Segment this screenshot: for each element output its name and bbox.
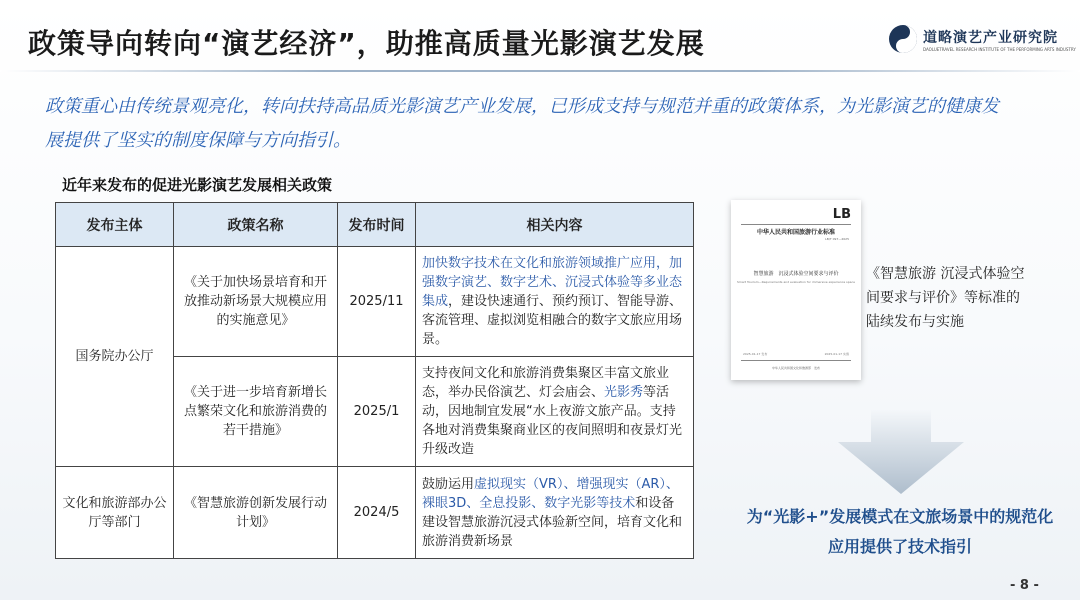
- header-policy-name: 政策名称: [174, 203, 338, 247]
- header-issuer: 发布主体: [56, 203, 174, 247]
- logo-yin-yang-icon: [888, 24, 918, 54]
- issuer-cell: 文化和旅游部办公厅等部门: [56, 467, 174, 559]
- date-cell: 2024/5: [338, 467, 416, 559]
- policy-name-cell: 《智慧旅游创新发展行动计划》: [174, 467, 338, 559]
- table-row: [56, 467, 694, 559]
- conclusion-text: 为“光影+”发展模式在文旅场景中的规范化应用提供了技术指引: [746, 507, 1054, 556]
- issuer-cell: 国务院办公厅: [56, 247, 174, 467]
- intro-text: 政策重心由传统景观亮化，转向扶持高品质光影演艺产业发展，已形成支持与规范并重的政策体系，为光影演艺的健康发展提供了坚实的制度保障与方向指引。: [45, 96, 999, 151]
- policy-name-cell: 《关于加快场景培育和开放推动新场景大规模应用的实施意见》: [174, 247, 338, 357]
- logo-name-en: DAOLUETRAVEL RESEARCH INSTITUTE OF THE PERFORMING ARTS INDUSTRY: [923, 46, 1076, 52]
- standard-doc-subtitle: Smart Tourism—Requirements and evaluation for immersive experience space: [737, 280, 855, 284]
- header-date: 发布时间: [338, 203, 416, 247]
- standard-bottom-rule: [741, 360, 851, 361]
- content-highlight: 虚拟现实（VR）、增强现实（AR）、裸眼3D、全息投影、数字光影等技术: [422, 476, 679, 511]
- content-highlight: 加快数字技术在文化和旅游领域推广应用，加强数字演艺、数字艺术、沉浸式体验等多业态集成: [422, 256, 683, 309]
- standard-top-rule: [741, 224, 851, 225]
- standard-number: LB/T 097—2025: [825, 237, 849, 241]
- table-row: [56, 247, 694, 357]
- date-cell: 2025/11: [338, 247, 416, 357]
- content-cell: [416, 357, 694, 467]
- content-highlight: 光影秀: [604, 385, 644, 400]
- date-cell: 2025/1: [338, 357, 416, 467]
- standard-caption: 《智慧旅游 沉浸式体验空间要求与评价》等标准的陆续发布与实施: [866, 266, 1025, 330]
- logo: [888, 22, 1076, 56]
- page-number: - 8 -: [1010, 578, 1039, 593]
- content-text: 和设备建设智慧旅游沉浸式体验新空间，培育文化和旅游消费新场景: [422, 495, 683, 549]
- standard-publisher: 中华人民共和国文化和旅游部 发布: [771, 366, 820, 370]
- content-text: 支持夜间文化和旅游消费集聚区丰富文旅业态，举办民俗演艺、灯会庙会、: [422, 366, 670, 400]
- standard-publish-date: 2025-01-17 发布: [743, 352, 768, 356]
- title-divider: [0, 70, 1080, 72]
- page-title: 政策导向转向“演艺经济”，助推高质量光影演艺发展: [28, 27, 705, 60]
- content-text: ，建设快速通行、预约预订、智能导游、客流管理、虚拟浏览相融合的数字文旅应用场景。: [422, 294, 683, 347]
- standard-header: 中华人民共和国旅游行业标准: [756, 229, 835, 236]
- logo-name-cn: 道略演艺产业研究院: [923, 29, 1058, 46]
- standard-code: LB: [832, 207, 851, 222]
- standard-doc-title: 智慧旅游 沉浸式体验空间要求与评价: [753, 271, 839, 277]
- content-cell: [416, 467, 694, 559]
- header-content: 相关内容: [416, 203, 694, 247]
- down-arrow-icon: [836, 410, 966, 495]
- table-header-row: [56, 203, 694, 247]
- content-cell: [416, 247, 694, 357]
- standard-document-image: [731, 200, 861, 380]
- table-caption: 近年来发布的促进光影演艺发展相关政策: [62, 176, 333, 194]
- policy-name-cell: 《关于进一步培育新增长点繁荣文化和旅游消费的若干措施》: [174, 357, 338, 467]
- standard-implement-date: 2025-01-17 实施: [824, 352, 849, 356]
- content-text: 等活动，因地制宜发展“水上夜游文旅产品。支持各地对消费集聚商业区的夜间照明和夜景灯光升级改造: [422, 385, 683, 457]
- policy-table: [55, 202, 694, 559]
- content-text: 鼓励运用: [422, 476, 475, 492]
